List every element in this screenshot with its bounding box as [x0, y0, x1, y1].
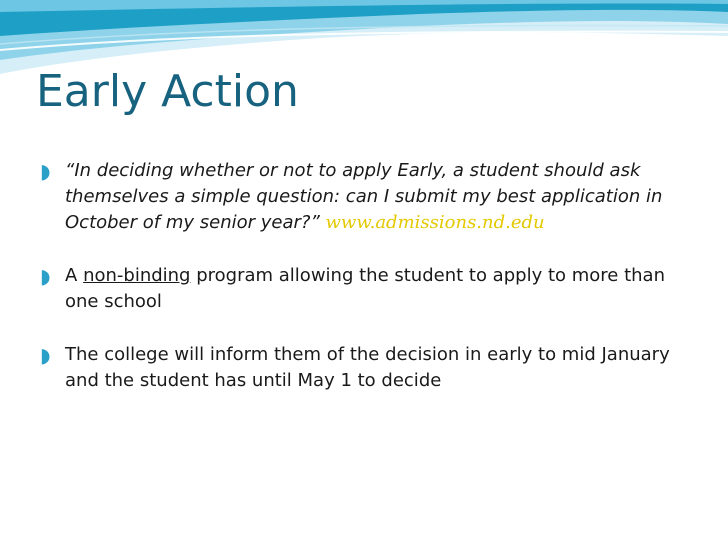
- bullet-icon: ◗: [40, 264, 51, 288]
- bullet-suffix-text: program allowing the student to apply to more than one school: [65, 265, 665, 312]
- slide-title: Early Action: [36, 66, 299, 117]
- bullet-list: [40, 158, 700, 394]
- bullet-item-quote: [40, 158, 700, 236]
- bullet-timeline-text: The college will inform them of the decision in early to mid January and the student has until May 1 to decide: [65, 344, 670, 391]
- bullet-item-decision-timeline: [40, 342, 700, 394]
- non-binding-term: non-binding: [83, 265, 191, 286]
- bullet-item-non-binding: [40, 263, 700, 315]
- bullet-prefix-text: A: [65, 265, 78, 286]
- bullet-quote-text: “In deciding whether or not to apply Early, a student should ask themselves a simple question: can I submit my best application in October of my senior year?”: [65, 160, 663, 233]
- admissions-link[interactable]: www.admissions.nd.edu: [325, 212, 545, 233]
- bullet-icon: ◗: [40, 159, 51, 183]
- bullet-icon: ◗: [40, 343, 51, 367]
